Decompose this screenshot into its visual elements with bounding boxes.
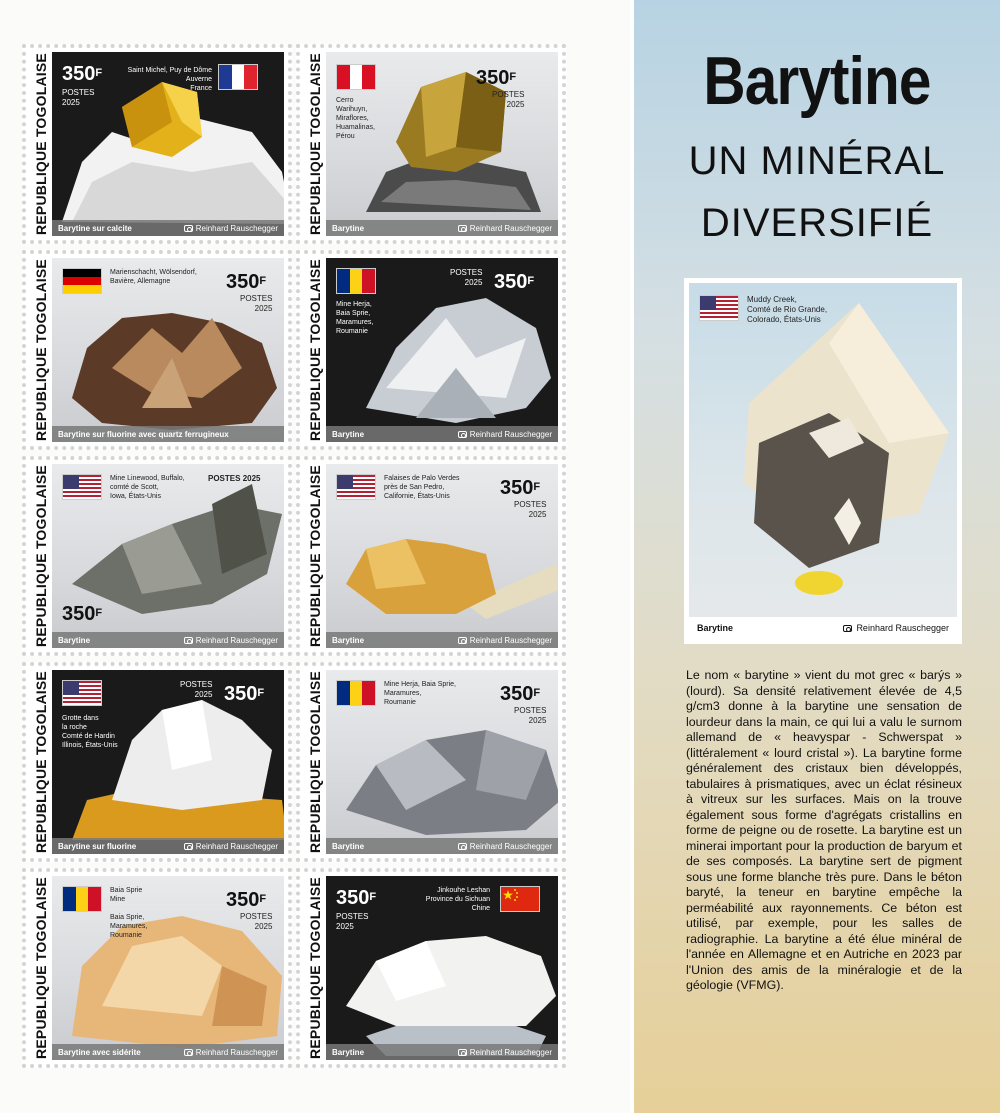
usa-flag-icon — [699, 295, 739, 321]
stamp-7[interactable]: REPUBLIQUE TOGOLAISE Grotte dans la roche Comté de Hardin Illinois, États-Unis POSTES 2025 $350^F$ Barytine sur fluorine Reinhard Rauschegger — [22, 662, 292, 862]
location-text: Grotte dans la roche Comté de Hardin Illinois, États-Unis — [62, 715, 118, 749]
camera-icon — [458, 1049, 467, 1056]
camera-icon — [458, 225, 467, 232]
france-flag-icon — [218, 64, 258, 90]
usa-flag-icon — [336, 474, 376, 500]
location-text: Mine Herja, Baia Sprie, Maramures, Roumanie — [384, 681, 456, 706]
location-text: Mine Linewood, Buffalo, comté de Scott, Iowa, États-Unis — [110, 475, 185, 500]
location-text: Cerro Warihuyn, Miraflores, Huamalinas, Pérou — [336, 97, 375, 140]
stamp-10[interactable]: REPUBLIQUE TOGOLAISE $350^F$ POSTES 2025 Jinkouhe Leshan Province du Sichuan Chine Barytine Reinhard Rauschegger — [296, 868, 566, 1068]
stamp-caption: Barytine sur calcite Reinhard Rauschegger — [52, 220, 284, 236]
camera-icon — [184, 637, 193, 644]
usa-flag-icon — [62, 474, 102, 500]
china-flag-icon — [500, 886, 540, 912]
location-text: Jinkouhe Leshan Province du Sichuan Chine — [425, 887, 490, 912]
location-text: Baia Sprie Mine Baia Sprie, Maramures, Roumanie — [110, 887, 148, 939]
stamp-1[interactable]: REPUBLIQUE TOGOLAISE $350^F$ POSTES 2025 Saint Michel, Puy de Dôme Auverne France Barytine sur calcite Reinhard Rauschegger — [22, 44, 292, 244]
camera-icon — [184, 843, 193, 850]
panel-subtitle-line1: UN MINÉRAL — [688, 139, 946, 183]
stamp-6[interactable]: REPUBLIQUE TOGOLAISE Falaises de Palo Verdes près de San Pedro, Californie, États-Unis $350^F$ POSTES 2025 Barytine Reinhard Rauschegger — [296, 456, 566, 656]
info-panel — [634, 0, 1000, 1113]
panel-title: Barytine — [703, 43, 931, 119]
feature-mineral-image — [689, 283, 957, 617]
camera-icon — [184, 1049, 193, 1056]
stamp-2[interactable]: REPUBLIQUE TOGOLAISE $350^F$ POSTES 2025 Cerro Warihuyn, Miraflores, Huamalinas, Pérou Barytine Reinhard Rauschegger — [296, 44, 566, 244]
romania-flag-icon — [336, 680, 376, 706]
stamp-4[interactable]: REPUBLIQUE TOGOLAISE Mine Herja, Baia Sprie, Maramures, Roumanie POSTES 2025 $350^F$ Barytine Reinhard Rauschegger — [296, 250, 566, 450]
usa-flag-icon — [62, 680, 102, 706]
location-text: Falaises de Palo Verdes près de San Pedro, Californie, États-Unis — [384, 475, 460, 500]
camera-icon — [184, 225, 193, 232]
location-text: Saint Michel, Puy de Dôme Auverne France — [127, 67, 212, 92]
romania-flag-icon — [62, 886, 102, 912]
camera-icon — [458, 843, 467, 850]
panel-subtitle-line2: DIVERSIFIÉ — [700, 201, 934, 245]
camera-icon — [843, 625, 852, 632]
location-text: Mine Herja, Baia Sprie, Maramures, Roumanie — [336, 301, 374, 335]
feature-location: Muddy Creek, Comté de Rio Grande, Colorado, États-Unis — [747, 295, 828, 324]
stamp-9[interactable]: REPUBLIQUE TOGOLAISE Baia Sprie Mine Baia Sprie, Maramures, Roumanie $350^F$ POSTES 2025 Barytine avec sidérite Reinhard Rauschegger — [22, 868, 292, 1068]
feature-stamp[interactable] — [684, 278, 962, 644]
feature-caption: Barytine Reinhard Rauschegger — [689, 617, 957, 639]
stamp-5[interactable]: REPUBLIQUE TOGOLAISE Mine Linewood, Buffalo, comté de Scott, Iowa, États-Unis POSTES 2025 $350^F$ Barytine Reinhard Rauschegger — [22, 456, 292, 656]
peru-flag-icon — [336, 64, 376, 90]
camera-icon — [458, 431, 467, 438]
stamp-3[interactable]: REPUBLIQUE TOGOLAISE Marienschacht, Wölsendorf, Bavière, Allemagne $350^F$ POSTES 2025 Barytine sur fluorine avec quartz ferrugineux — [22, 250, 292, 450]
country-name: REPUBLIQUE TOGOLAISE — [33, 53, 49, 235]
description-text: Le nom « barytine » vient du mot grec « barýs » (lourd). Sa densité relativement élevée de 4,5 g/cm3 donne à la barytine une sensation de lourdeur dans la main, ce qui lui a valu le surnom allemand de « heavyspar - Schwerspat » (littéralement « lourd cristal »). La barytine forme généralement des cristaux bien développés, tabulaires à prismatiques, avec un éclat résineux à vitreux sur les surfaces. Mais on la trouve également sous forme d'agrégats cristallins en forme de peigne ou de rosette. La barytine est un minerai important pour la production de baryum et de ses composés. La barytine sert de pigment sous une forme blanche très pure. Dans le béton baryté, la teneur en barytine empêche la perméabilité aux rayonnements. Ce béton est utilisé, par exemple, pour les salles de radiographie. La barytine a été élue minéral de l'année en Allemagne et en Autriche en 2023 par l'Union des amis de la minéralogie et de la géologie (VFMG). — [686, 668, 962, 992]
stamp-value: 350 — [62, 63, 96, 85]
germany-flag-icon — [62, 268, 102, 294]
stamp-8[interactable]: REPUBLIQUE TOGOLAISE Mine Herja, Baia Sprie, Maramures, Roumanie $350^F$ POSTES 2025 Barytine Reinhard Rauschegger — [296, 662, 566, 862]
romania-flag-icon — [336, 268, 376, 294]
camera-icon — [458, 637, 467, 644]
location-text: Marienschacht, Wölsendorf, Bavière, Allemagne — [110, 269, 197, 285]
